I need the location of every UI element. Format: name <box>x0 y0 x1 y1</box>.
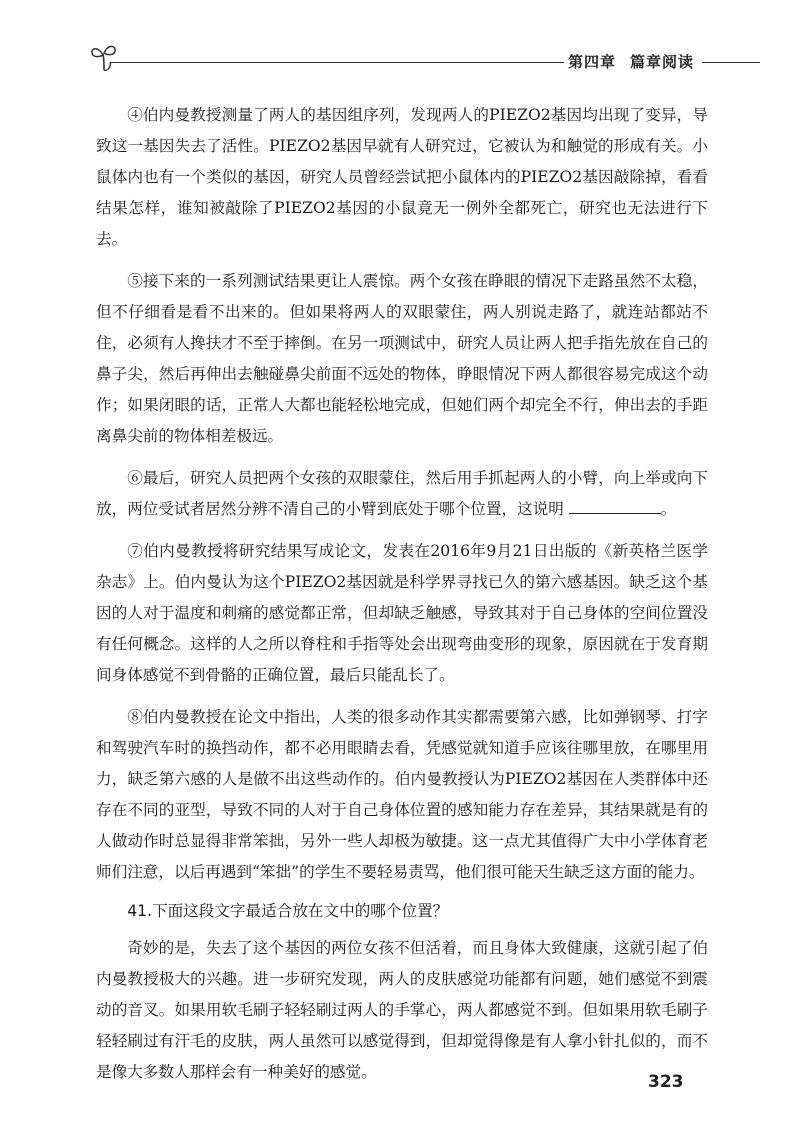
paragraph-8: ⑧伯内曼教授在论文中指出，人类的很多动作其实都需要第六感，比如弹钢琴、打字和驾驶汽车时的换挡动作，都不必用眼睛去看，凭感觉就知道手应该往哪里放，在哪里用力，缺乏第六感的人是做不出这些动作的。伯内曼教授认为PIEZO2基因在人类群体中还存在不同的亚型，导致不同的人对于自己身体位置的感知能力存在差异，其结果就是有的人做动作时总显得非常笨拙，另外一些人却极为敏捷。这一点尤其值得广大中小学体育老师们注意，以后再遇到“笨拙”的学生不要轻易责骂，他们很可能天生缺乏这方面的能力。 <box>96 708 708 881</box>
paragraph-6 <box>96 463 708 525</box>
question-41: 41.下面这段文字最适合放在文中的哪个位置？ <box>127 902 449 920</box>
paragraph-5: ⑤接下来的一系列测试结果更让人震惊。两个女孩在睁眼的情况下走路虽然不太稳，但不仔细看是看不出来的。但如果将两人的双眼蒙住，两人别说走路了，就连站都站不住，必须有人搀扶才不至于摔倒。在另一项测试中，研究人员让两人把手指先放在自己的鼻子尖，然后再伸出去触碰鼻尖前面不远处的物体，睁眼情况下两人都很容易完成这个动作；如果闭眼的话，正常人大都也能轻松地完成，但她们两个却完全不行，伸出去的手距离鼻尖前的物体相差极远。 <box>96 272 708 445</box>
chapter-label: 第四章 <box>568 53 617 71</box>
paragraph-6-text: ⑥最后，研究人员把两个女孩的双眼蒙住，然后用手抓起两人的小臂，向上举或向下放，两位受试者居然分辨不清自己的小臂到底处于哪个位置，这说明 <box>96 469 708 518</box>
header-rule-right <box>702 62 760 63</box>
answer-blank <box>569 499 661 514</box>
paragraph-7: ⑦伯内曼教授将研究结果写成论文，发表在2016年9月21日出版的《新英格兰医学杂志》上。伯内曼认为这个PIEZO2基因就是科学界寻找已久的第六感基因。缺乏这个基因的人对于温度和刺痛的感觉都正常，但却缺乏触感，导致其对于自己身体的空间位置没有任何概念。这样的人之所以脊柱和手指等处会出现弯曲变形的现象，原因就在于发育期间身体感觉不到骨骼的正确位置，最后只能乱长了。 <box>96 542 708 684</box>
page-number: 323 <box>648 1072 684 1092</box>
insert-passage: 奇妙的是，失去了这个基因的两位女孩不但活着，而且身体大致健康，这就引起了伯内曼教授极大的兴趣。进一步研究发现，两人的皮肤感觉功能都有问题，她们感觉不到震动的音叉。如果用软毛刷子轻轻刷过两人的手掌心，两人都感觉不到。但如果用软毛刷子轻轻刷过有汗毛的皮肤，两人虽然可以感觉得到，但却觉得像是有人拿小针扎似的，而不是像大多数人那样会有一种美好的感觉。 <box>96 939 708 1081</box>
paragraph-6-end: 。 <box>660 500 677 518</box>
paragraph-4: ④伯内曼教授测量了两人的基因组序列，发现两人的PIEZO2基因均出现了变异，导致这一基因失去了活性。PIEZO2基因早就有人研究过，它被认为和触觉的形成有关。小鼠体内也有一个类似的基因，研究人员曾经尝试把小鼠体内的PIEZO2基因敲除掉，看看结果怎样，谁知被敲除了PIEZO2基因的小鼠竟无一例外全都死亡，研究也无法进行下去。 <box>96 106 708 248</box>
page-header <box>88 40 760 80</box>
header-rule-left <box>110 62 564 63</box>
sprout-icon <box>88 40 122 74</box>
article-body <box>96 100 708 1099</box>
chapter-heading <box>568 51 694 72</box>
section-label: 篇章阅读 <box>630 53 695 71</box>
